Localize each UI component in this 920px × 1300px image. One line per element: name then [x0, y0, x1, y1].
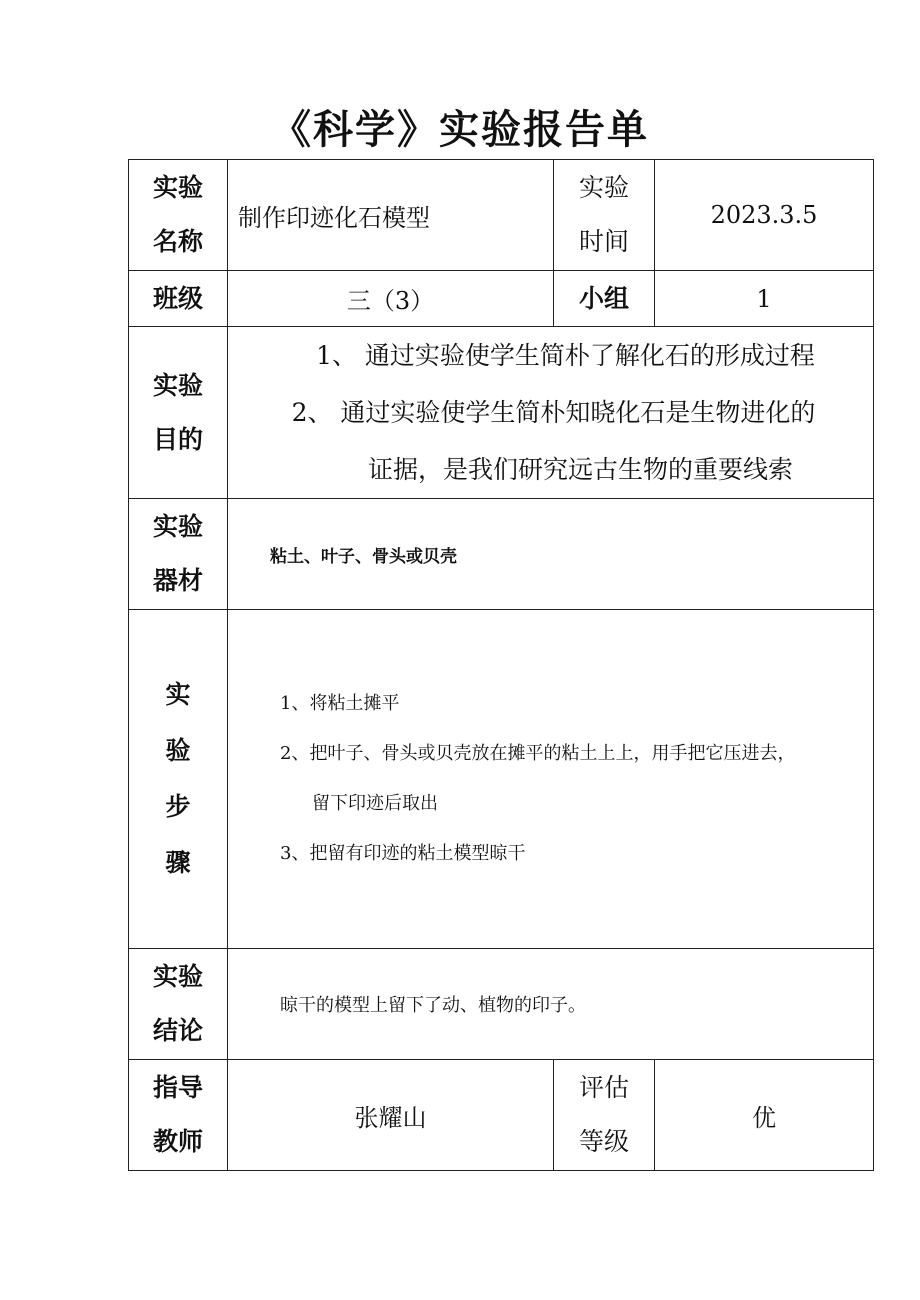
label-text: 实验 [152, 962, 203, 991]
step-line: 3、把留有印迹的粘土模型晾干 [280, 843, 526, 864]
label-text: 验 [165, 736, 191, 765]
purpose-line: 2、 通过实验使学生简朴知晓化石是生物进化的 [291, 398, 816, 427]
label-text: 名称 [152, 227, 203, 256]
purpose-line: 证据，是我们研究远古生物的重要线索 [367, 455, 793, 484]
row-teacher-grade [129, 1060, 874, 1171]
label-conclusion [129, 949, 228, 1060]
group-value: 1 [655, 271, 874, 327]
row-steps [129, 610, 874, 949]
teacher-value: 张耀山 [228, 1060, 554, 1171]
label-text: 等级 [578, 1127, 629, 1156]
step-line: 2、把叶子、骨头或贝壳放在摊平的粘土上上，用手把它压进去， [280, 743, 796, 764]
materials-value: 粘土、叶子、骨头或贝壳 [228, 499, 874, 610]
label-text: 实验 [578, 173, 629, 202]
step-line: 留下印迹后取出 [312, 793, 438, 814]
label-text: 结论 [152, 1016, 203, 1045]
purpose-value [228, 327, 874, 499]
label-group: 小组 [554, 271, 655, 327]
label-text: 目的 [152, 424, 203, 454]
label-purpose [129, 327, 228, 499]
row-materials [129, 499, 874, 610]
experiment-time-value: 2023.3.5 [655, 160, 874, 271]
step-line: 1、将粘土摊平 [280, 693, 400, 714]
report-title: 《科学》实验报告单 [271, 107, 649, 153]
conclusion-value: 晾干的模型上留下了动、植物的印子。 [228, 949, 874, 1060]
label-text: 教师 [152, 1127, 203, 1156]
report-table [128, 159, 874, 1171]
label-text: 时间 [578, 227, 629, 256]
label-text: 步 [165, 792, 191, 821]
purpose-line: 1、 通过实验使学生简朴了解化石的形成过程 [316, 341, 815, 370]
label-text: 实 [165, 680, 191, 709]
label-text: 评估 [578, 1073, 629, 1102]
label-text: 实验 [152, 370, 203, 400]
label-grade [554, 1060, 655, 1171]
steps-value [228, 610, 874, 949]
label-text: 指导 [152, 1073, 203, 1102]
label-text: 骤 [165, 848, 191, 877]
grade-value: 优 [655, 1060, 874, 1171]
label-steps [129, 610, 228, 949]
label-teacher [129, 1060, 228, 1171]
label-text: 实验 [152, 512, 203, 541]
label-experiment-time [554, 160, 655, 271]
label-class: 班级 [129, 271, 228, 327]
row-class-group [129, 271, 874, 327]
label-experiment-name [129, 160, 228, 271]
row-name-time [129, 160, 874, 271]
experiment-name-value: 制作印迹化石模型 [228, 160, 554, 271]
row-purpose [129, 327, 874, 499]
class-value: 三（3） [228, 271, 554, 327]
row-conclusion [129, 949, 874, 1060]
label-text: 器材 [152, 566, 203, 595]
label-text: 实验 [152, 173, 203, 202]
label-materials [129, 499, 228, 610]
